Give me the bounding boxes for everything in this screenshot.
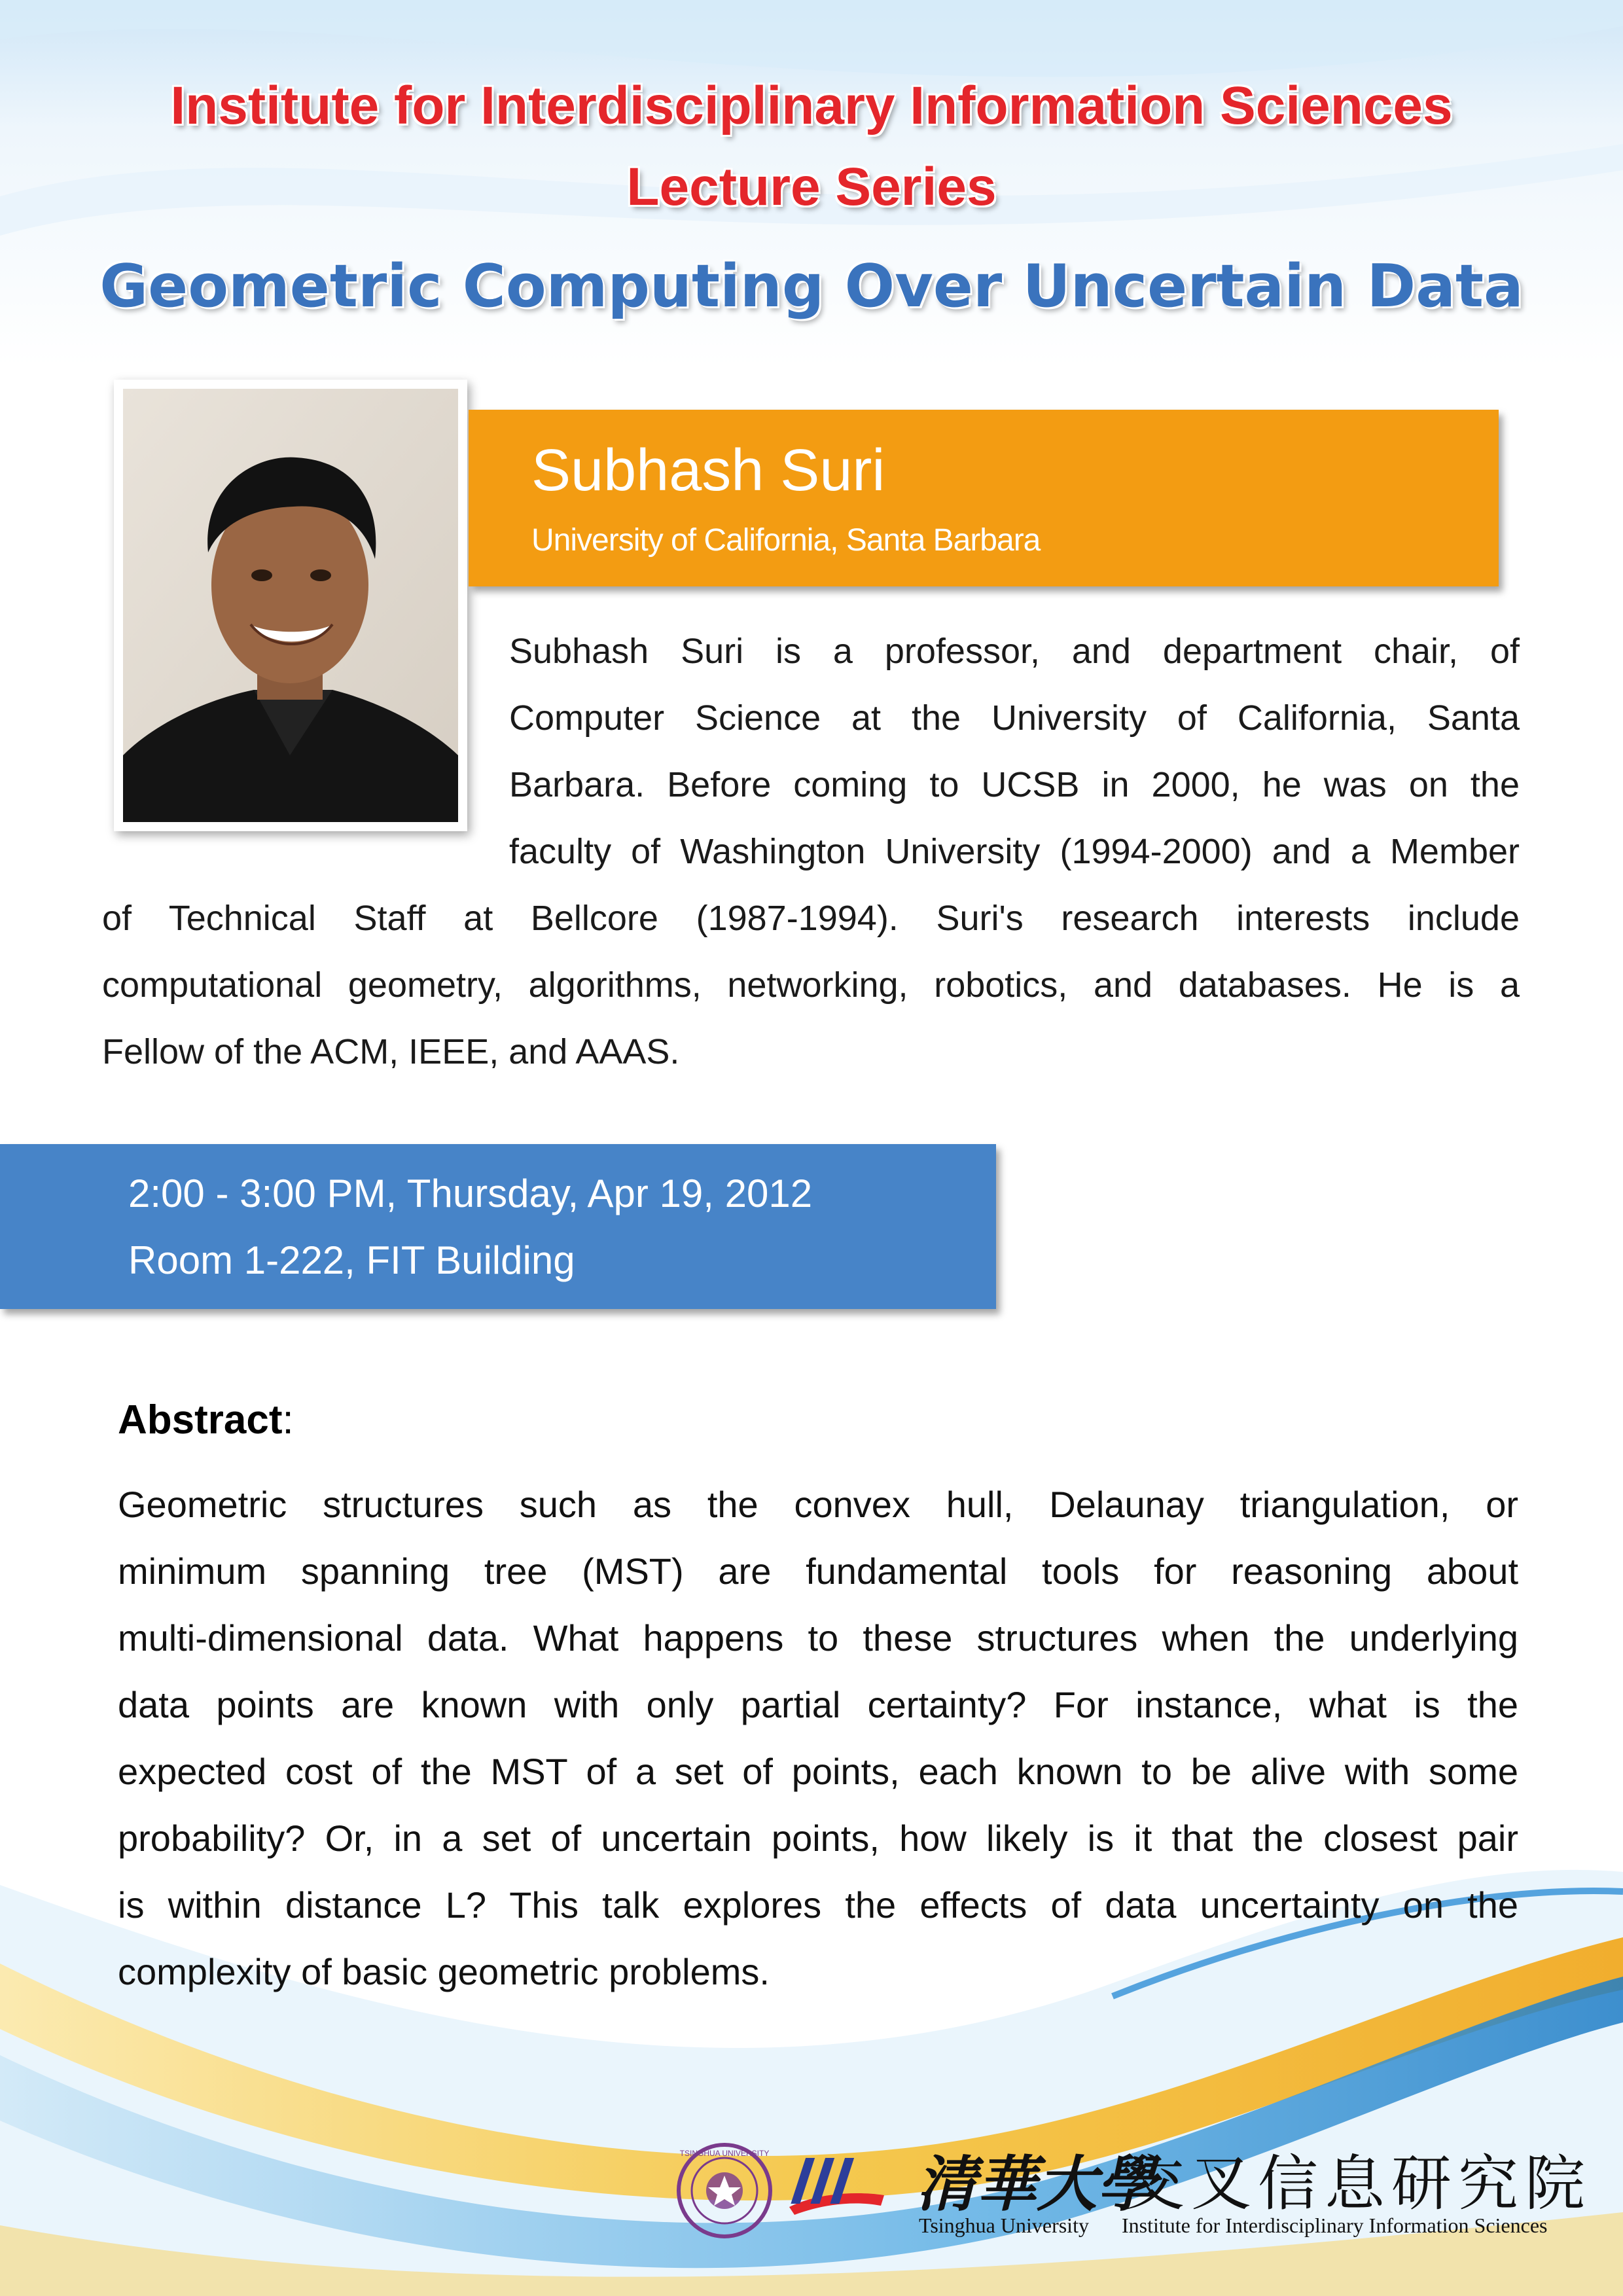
abstract-heading-colon: : — [282, 1397, 294, 1443]
abstract-line: complexity of basic geometric problems. — [118, 1951, 770, 1992]
bio-line: Barbara. Before coming to UCSB in 2000, he was on the — [509, 765, 1520, 804]
abstract-line: probability? Or, in a set of uncertain points, how likely is it that the closest pair — [118, 1818, 1518, 1859]
abstract-line: expected cost of the MST of a set of points, each known to be alive with some — [118, 1751, 1518, 1792]
speaker-affiliation: University of California, Santa Barbara — [531, 523, 1041, 558]
institute-title — [0, 65, 1623, 228]
iiis-logo-icon — [783, 2148, 887, 2220]
abstract-heading — [118, 1394, 294, 1446]
institute-title-line1: Institute for Interdisciplinary Information Sciences — [170, 76, 1453, 135]
speaker-photo — [123, 389, 458, 822]
speaker-name: Subhash Suri — [531, 438, 885, 503]
bio-line: Fellow of the ACM, IEEE, and AAAS. — [102, 1032, 680, 1071]
institute-name-cn: 交叉信息研究院 — [1124, 2149, 1592, 2219]
abstract-line: Geometric structures such as the convex hull, Delaunay triangulation, or — [118, 1484, 1518, 1525]
abstract-line: data points are known with only partial certainty? For instance, what is the — [118, 1684, 1518, 1725]
seal-text: TSINGHUA UNIVERSITY — [679, 2149, 770, 2158]
tsinghua-calligraphy: 清華大學 — [916, 2149, 1158, 2219]
abstract-heading-label: Abstract — [118, 1397, 283, 1443]
university-name-en: Tsinghua University — [919, 2214, 1089, 2237]
talk-title: Geometric Computing Over Uncertain Data — [99, 252, 1524, 321]
event-location: Room 1-222, FIT Building — [128, 1238, 575, 1282]
institute-name-en: Institute for Interdisciplinary Information Sciences — [1122, 2214, 1548, 2237]
bio-line: Computer Science at the University of California, Santa — [509, 698, 1520, 738]
abstract-line: is within distance L? This talk explores the effects of data uncertainty on the — [118, 1884, 1518, 1926]
bio-line: computational geometry, algorithms, networking, robotics, and databases. He is a — [102, 965, 1520, 1005]
event-time: 2:00 - 3:00 PM, Thursday, Apr 19, 2012 — [128, 1172, 813, 1215]
bio-line: of Technical Staff at Bellcore (1987-1994). Suri's research interests include — [102, 899, 1520, 938]
abstract-line: multi-dimensional data. What happens to these structures when the underlying — [118, 1617, 1518, 1659]
tsinghua-seal-icon — [675, 2142, 774, 2240]
bio-line: faculty of Washington University (1994-2000) and a Member — [509, 832, 1520, 871]
institute-title-line2: Lecture Series — [626, 157, 997, 217]
abstract-line: minimum spanning tree (MST) are fundamental tools for reasoning about — [118, 1551, 1518, 1592]
bio-line: Subhash Suri is a professor, and department chair, of — [509, 632, 1520, 671]
